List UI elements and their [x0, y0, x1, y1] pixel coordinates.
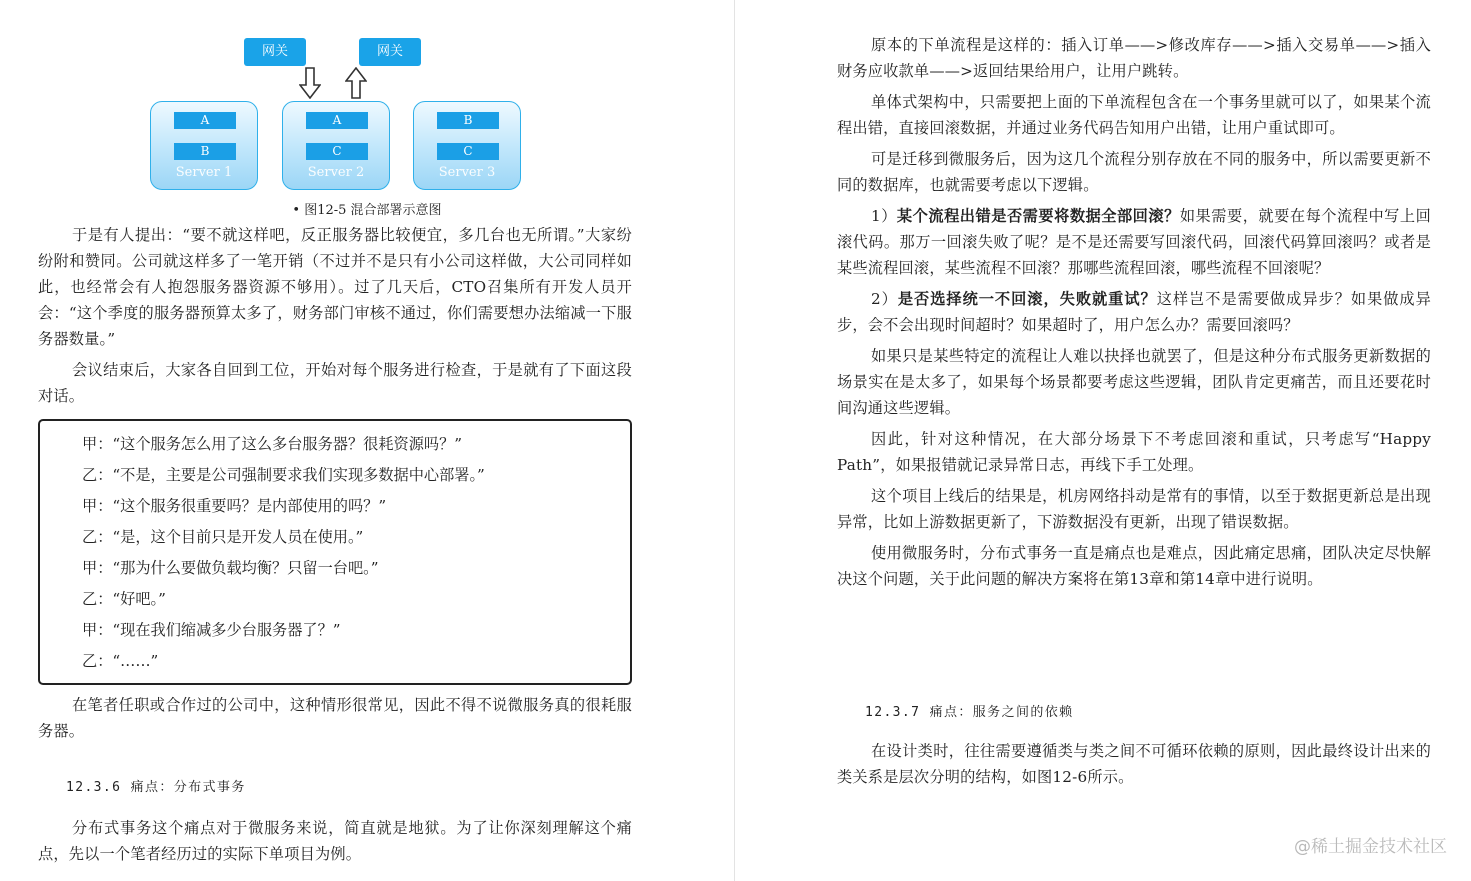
right-text-block-2 — [837, 738, 1431, 790]
left-text-block-3 — [38, 815, 632, 867]
service-a: A — [174, 112, 236, 129]
service-a: A — [306, 112, 368, 129]
figure-12-5 — [0, 0, 734, 220]
dialog-line: 乙：“不是，主要是公司强制要求我们实现多数据中心部署。” — [82, 466, 485, 484]
watermark: @稀土掘金技术社区 — [1294, 837, 1447, 857]
question-1 — [837, 203, 1431, 281]
left-page — [0, 0, 734, 881]
paragraph: 于是有人提出：“要不就这样吧，反正服务器比较便宜，多几台也无所谓。”大家纷纷附和赞同。公司就这样多了一笔开销（不过并不是只有小公司这样做，大公司同样如此，也经常会有人抱怨服务器资源不够用）。过了几天后，CTO召集所有开发人员开会：“这个季度的服务器预算太多了，财务部门审核不通过，你们需要想办法缩减一下服务器数量。” — [38, 226, 632, 348]
paragraph: 原本的下单流程是这样的：插入订单——>修改库存——>插入交易单——>插入财务应收款单——>返回结果给用户，让用户跳转。 — [837, 36, 1431, 80]
question-number: 1） — [871, 207, 897, 225]
right-page — [736, 0, 1471, 881]
service-c: C — [437, 143, 499, 160]
left-text-block-1 — [38, 222, 632, 409]
server-1 — [150, 101, 258, 190]
paragraph: 分布式事务这个痛点对于微服务来说，简直就是地狱。为了让你深刻理解这个痛点，先以一个笔者经历过的实际下单项目为例。 — [38, 819, 632, 863]
service-b: B — [174, 143, 236, 160]
gateway-right: 网关 — [359, 38, 421, 66]
paragraph: 这个项目上线后的结果是，机房网络抖动是常有的事情，以至于数据更新总是出现异常，比如上游数据更新了，下游数据没有更新，出现了错误数据。 — [837, 487, 1431, 531]
left-text-block-2 — [38, 692, 632, 744]
server-label: Server 3 — [438, 165, 496, 180]
service-b: B — [437, 112, 499, 129]
dialog-line: 甲：“那为什么要做负载均衡？只留一台吧。” — [82, 559, 379, 577]
question-2 — [837, 286, 1431, 338]
paragraph: 在笔者任职或合作过的公司中，这种情形很常见，因此不得不说微服务真的很耗服务器。 — [38, 696, 632, 740]
right-text-block-1 — [837, 32, 1431, 592]
figure-caption: • 图12-5 混合部署示意图 — [292, 203, 442, 218]
question-bold: 是否选择统一不回滚，失败就重试？ — [897, 290, 1157, 308]
paragraph: 因此，针对这种情况，在大部分场景下不考虑回滚和重试，只考虑写“Happy Path”，如果报错就记录异常日志，再线下手工处理。 — [837, 430, 1431, 474]
paragraph: 在设计类时，往往需要遵循类与类之间不可循环依赖的原则，因此最终设计出来的类关系是层次分明的结构，如图12-6所示。 — [837, 742, 1431, 786]
dialog-line: 甲：“这个服务很重要吗？是内部使用的吗？” — [82, 497, 387, 515]
question-number: 2） — [871, 290, 898, 308]
page-divider — [734, 0, 735, 881]
server-label: Server 2 — [307, 165, 365, 180]
dialog-line: 乙：“好吧。” — [82, 590, 166, 608]
section-heading: 12.3.6 痛点：分布式事务 — [66, 780, 246, 795]
dialog-line: 甲：“现在我们缩减多少台服务器了？” — [82, 621, 341, 639]
dialog-line: 乙：“是，这个目前只是开发人员在使用。” — [82, 528, 364, 546]
question-bold: 某个流程出错是否需要将数据全部回滚？ — [896, 207, 1180, 225]
dialog-line: 甲：“这个服务怎么用了这么多台服务器？很耗资源吗？” — [82, 435, 463, 453]
server-2 — [282, 101, 390, 190]
service-c: C — [306, 143, 368, 160]
paragraph: 会议结束后，大家各自回到工位，开始对每个服务进行检查，于是就有了下面这段对话。 — [38, 361, 632, 405]
arrow-down-icon — [299, 67, 321, 99]
dialog-line: 乙：“……” — [82, 652, 159, 670]
section-heading: 12.3.7 痛点：服务之间的依赖 — [865, 705, 1074, 720]
arrow-up-icon — [345, 67, 367, 99]
question-text: 这样岂不是需要做成异步？如果做成异步，会不会出现时间超时？如果超时了，用户怎么办？需要回滚吗？ — [837, 290, 1431, 334]
server-3 — [413, 101, 521, 190]
gateway-left: 网关 — [244, 38, 306, 66]
paragraph: 可是迁移到微服务后，因为这几个流程分别存放在不同的服务中，所以需要更新不同的数据库，也就需要考虑以下逻辑。 — [837, 150, 1431, 194]
paragraph: 如果只是某些特定的流程让人难以抉择也就罢了，但是这种分布式服务更新数据的场景实在是太多了，如果每个场景都要考虑这些逻辑，团队肯定更痛苦，而且还要花时间沟通这些逻辑。 — [837, 347, 1431, 417]
question-text: 如果需要，就要在每个流程中写上回滚代码。那万一回滚失败了呢？是不是还需要写回滚代码，回滚代码算回滚吗？或者是某些流程回滚，某些流程不回滚？那哪些流程回滚，哪些流程不回滚呢？ — [837, 207, 1431, 277]
dialog-box — [38, 419, 632, 685]
server-label: Server 1 — [175, 165, 233, 180]
paragraph: 单体式架构中，只需要把上面的下单流程包含在一个事务里就可以了，如果某个流程出错，直接回滚数据，并通过业务代码告知用户出错，让用户重试即可。 — [837, 93, 1431, 137]
paragraph: 使用微服务时，分布式事务一直是痛点也是难点，因此痛定思痛，团队决定尽快解决这个问题，关于此问题的解决方案将在第13章和第14章中进行说明。 — [837, 544, 1431, 588]
